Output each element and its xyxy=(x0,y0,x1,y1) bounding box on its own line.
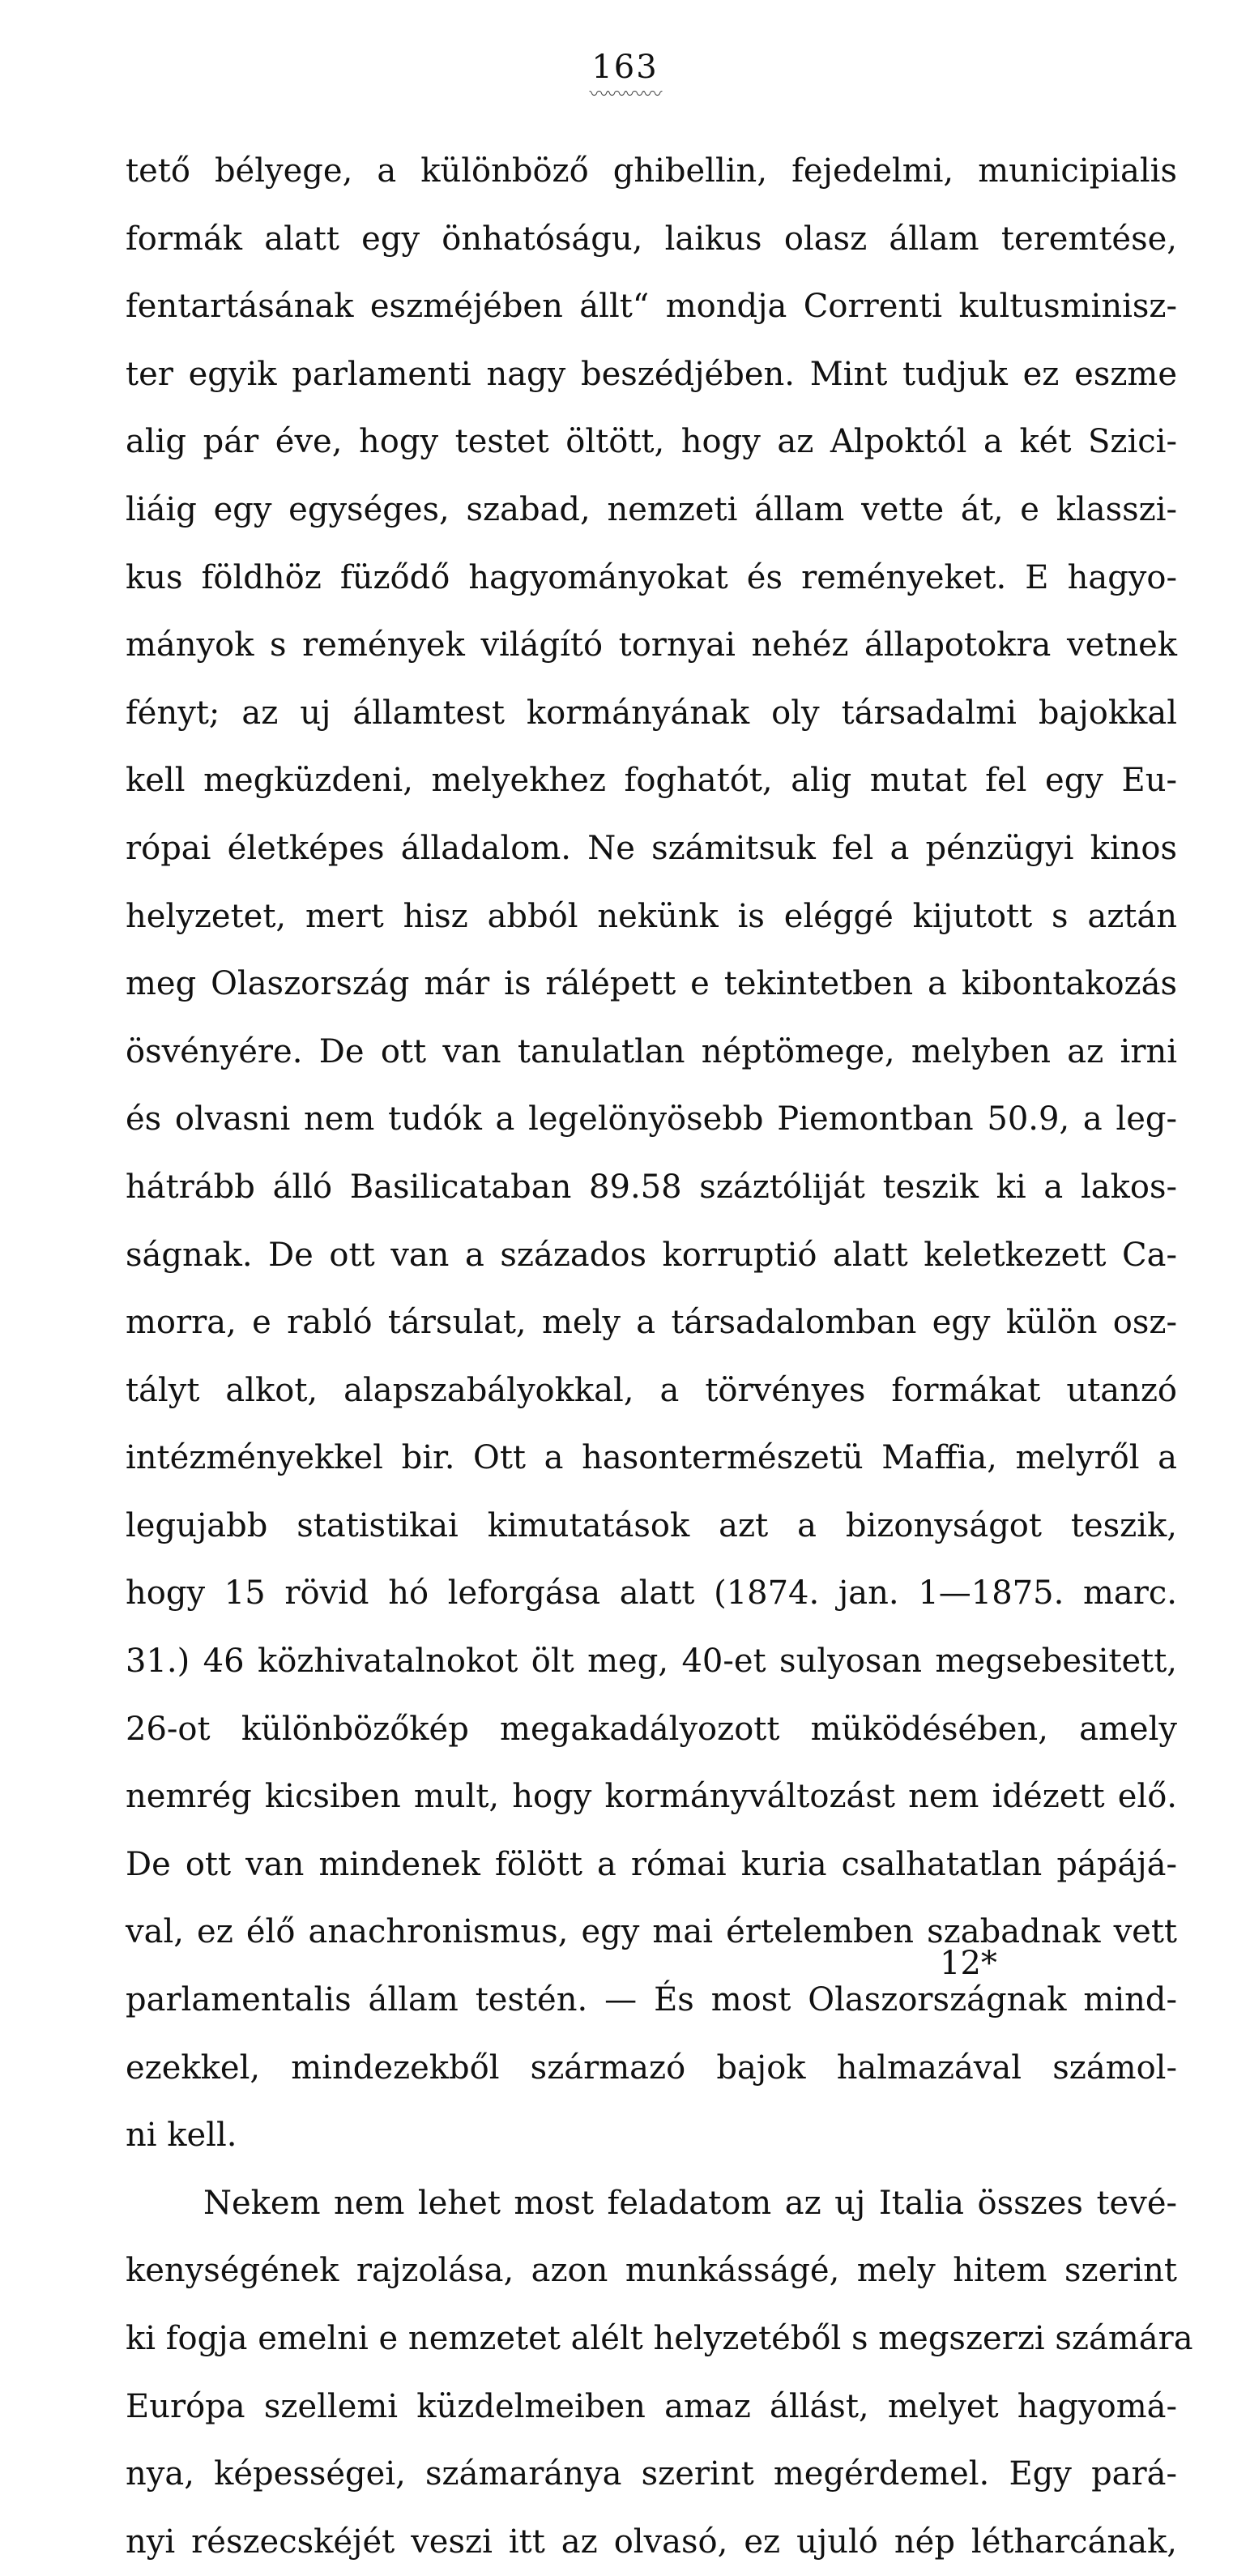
text-line: 31.) 46 közhivatalnokot ölt meg, 40-et sulyosan megsebesitett, xyxy=(126,1643,1177,1681)
text-line: nemrég kicsiben mult, hogy kormányváltozást nem idézett elő. xyxy=(126,1778,1177,1816)
text-line: 26-ot különbözőkép megakadályozott müködésében, amely xyxy=(126,1710,1177,1748)
text-line: tályt alkot, alapszabályokkal, a törvényes formákat utanzó xyxy=(126,1371,1177,1409)
page-number: 163 xyxy=(591,49,659,86)
text-line: hátrább álló Basilicataban 89.58 száztóliját teszik ki a lakos- xyxy=(126,1168,1177,1206)
signature-mark: 12* xyxy=(940,1945,997,1982)
text-line: kus földhöz füződő hagyományokat és reményeket. E hagyo- xyxy=(126,558,1177,596)
text-line: és olvasni nem tudók a legelönyösebb Piemontban 50.9, a leg- xyxy=(126,1100,1177,1138)
text-line: fényt; az uj államtest kormányának oly társadalmi bajokkal xyxy=(126,694,1177,732)
text-line: ezekkel, mindezekből származó bajok halmazával számol- xyxy=(126,2048,1177,2087)
text-line: formák alatt egy önhatóságu, laikus olasz állam teremtése, xyxy=(126,220,1177,258)
text-line: nyi részecskéjét veszi itt az olvasó, ez ujuló nép létharcának, xyxy=(126,2523,1177,2561)
text-line: ter egyik parlamenti nagy beszédjében. Mint tudjuk ez eszme xyxy=(126,355,1177,393)
ornament-divider: 〰〰〰〰 xyxy=(589,83,661,105)
text-line: ösvényére. De ott van tanulatlan néptömege, melyben az irni xyxy=(126,1032,1177,1070)
text-line: ságnak. De ott van a százados korruptió alatt keletkezett Ca- xyxy=(126,1236,1177,1274)
text-line: alig pár éve, hogy testet öltött, hogy az Alpoktól a két Szici- xyxy=(126,423,1177,461)
text-line: nya, képességei, számaránya szerint megérdemel. Egy pará- xyxy=(126,2455,1177,2493)
paragraph-1 xyxy=(126,138,1177,2170)
paragraph-2 xyxy=(126,2170,1193,2576)
text-line: Európa szellemi küzdelmeiben amaz állást, melyet hagyomá- xyxy=(126,2387,1177,2425)
text-line: parlamentalis állam testén. — És most Olaszországnak mind- xyxy=(126,1981,1177,2019)
text-line: De ott van mindenek fölött a római kuria csalhatatlan pápájá- xyxy=(126,1845,1177,1883)
text-line: liáig egy egységes, szabad, nemzeti állam vette át, e klasszi- xyxy=(126,490,1177,528)
body-text xyxy=(126,138,1193,2576)
text-line: kenységének rajzolása, azon munkásságé, mely hitem szerint xyxy=(126,2252,1177,2290)
text-line: ni kell. xyxy=(126,2117,237,2155)
text-line: legujabb statistikai kimutatások azt a bizonyságot teszik, xyxy=(126,1506,1177,1544)
text-line: helyzetet, mert hisz abból nekünk is eléggé kijutott s aztán xyxy=(126,897,1177,935)
text-line: ki fogja emelni e nemzetet alélt helyzetéből s megszerzi számára xyxy=(126,2320,1193,2357)
text-line: mányok s remények világító tornyai nehéz állapotokra vetnek xyxy=(126,626,1177,664)
text-line: meg Olaszország már is rálépett e tekintetben a kibontakozás xyxy=(126,965,1177,1003)
text-line: morra, e rabló társulat, mely a társadalomban egy külön osz- xyxy=(126,1304,1177,1342)
text-line: kell megküzdeni, melyekhez foghatót, alig mutat fel egy Eu- xyxy=(126,762,1177,800)
text-line: tető bélyege, a különböző ghibellin, fejedelmi, municipialis xyxy=(126,152,1177,190)
text-line: rópai életképes álladalom. Ne számitsuk fel a pénzügyi kinos xyxy=(126,829,1177,867)
text-line: val, ez élő anachronismus, egy mai értelemben szabadnak vett xyxy=(126,1913,1177,1951)
text-line: hogy 15 rövid hó leforgása alatt (1874. jan. 1—1875. marc. xyxy=(126,1574,1177,1613)
text-line: intézményekkel bir. Ott a hasontermészetü Maffia, melyről a xyxy=(126,1439,1177,1477)
text-line: fentartásának eszméjében állt“ mondja Correnti kultusminisz- xyxy=(126,288,1177,326)
text-line: Nekem nem lehet most feladatom az uj Italia összes tevé- xyxy=(203,2184,1177,2222)
